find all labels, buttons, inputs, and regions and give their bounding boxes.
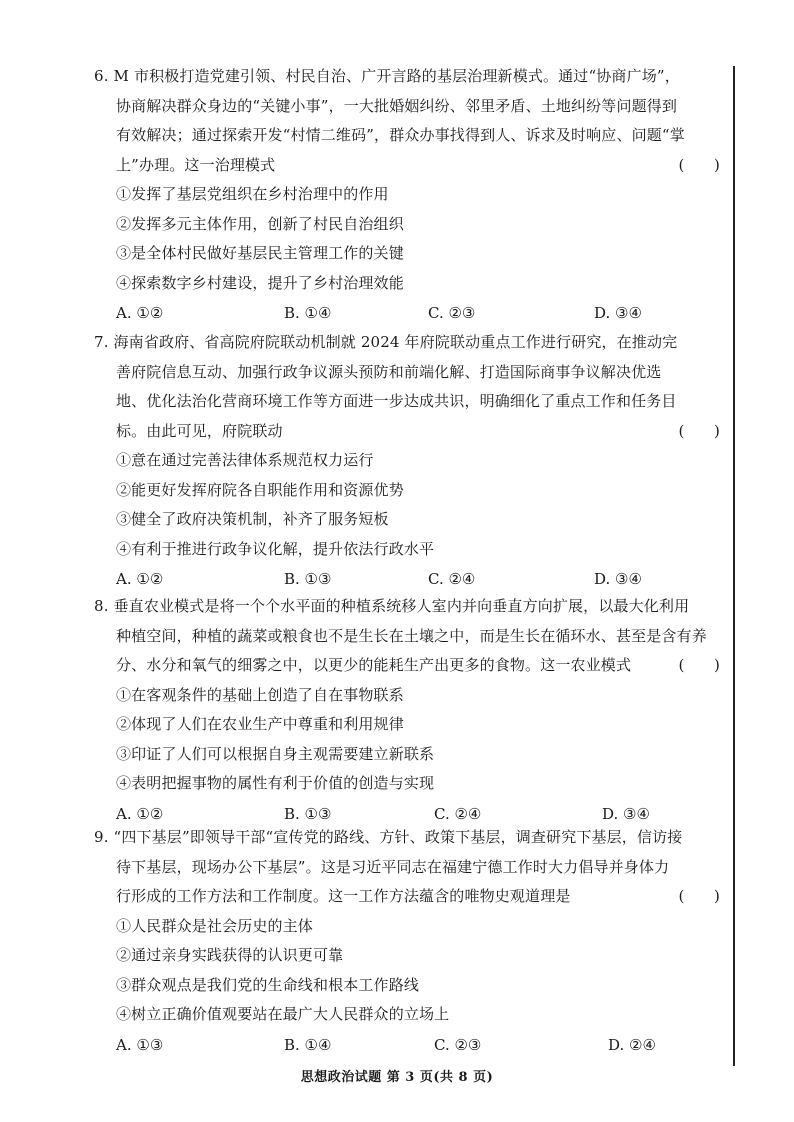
- choice-b: B. ①④: [284, 1035, 332, 1054]
- answer-bracket: ( ): [678, 421, 720, 440]
- answer-bracket: ( ): [678, 656, 720, 674]
- choice-a: A. ①②: [116, 570, 164, 588]
- question-text-line: 行形成的工作方法和工作制度。这一工作方法蕴含的唯物史观道理是: [116, 887, 571, 905]
- option-4: ④表明把握事物的属性有利于价值的创造与实现: [116, 774, 435, 792]
- choice-d: D. ③④: [594, 304, 642, 322]
- question-text-line: 上”办理。这一治理模式: [116, 155, 276, 174]
- choice-a: A. ①②: [116, 804, 164, 823]
- question-text-line: 善府院信息互动、加强行政争议源头预防和前端化解、打造国际商事争议解决优选: [116, 362, 662, 381]
- question-stem-end: [94, 651, 724, 681]
- choice-d: D. ③④: [594, 570, 642, 588]
- option-1: ①意在通过完善法律体系规范权力运行: [116, 451, 374, 469]
- option-3: ③印证了人们可以根据自身主观需要建立新联系: [116, 744, 435, 763]
- option-3: ③群众观点是我们党的生命线和根本工作路线: [116, 975, 420, 994]
- option-2: ②能更好发挥府院各自职能作用和资源优势: [116, 480, 404, 499]
- question-8: [94, 592, 724, 829]
- question-stem-end: [94, 151, 724, 181]
- option-2: ②通过亲身实践获得的认识更可靠: [116, 946, 344, 964]
- answer-choices: [94, 564, 724, 594]
- option-2: ②发挥多元主体作用，创新了村民自治组织: [116, 214, 404, 233]
- question-text-line: 标。由此可见，府院联动: [116, 421, 283, 440]
- choice-b: B. ①④: [284, 304, 332, 322]
- choice-a: A. ①③: [116, 1035, 164, 1054]
- question-text-line: 有效解决；通过探索开发“村情二维码”，群众办事找得到人、诉求及时响应、问题“掌: [116, 126, 685, 144]
- question-text-line: 6. M 市积极打造党建引领、村民自治、广开言路的基层治理新模式。通过“协商广场”，: [94, 67, 680, 85]
- question-text-line: 地、优化法治化营商环境工作等方面进一步达成共识，明确细化了重点工作和任务目: [116, 392, 677, 410]
- question-6: [94, 62, 724, 328]
- question-text-line: 待下基层，现场办公下基层”。这是习近平同志在福建宁德工作时大力倡导并身体力: [116, 857, 670, 876]
- option-3: ③是全体村民做好基层民主管理工作的关键: [116, 244, 404, 262]
- choice-d: D. ②④: [608, 1035, 656, 1054]
- option-3: ③健全了政府决策机制，补齐了服务短板: [116, 510, 389, 528]
- choice-b: B. ①③: [284, 570, 332, 588]
- answer-bracket: ( ): [678, 155, 720, 174]
- question-text-line: 协商解决群众身边的“关键小事”，一大批婚姻纠纷、邻里矛盾、土地纠纷等问题得到: [116, 96, 678, 115]
- answer-choices: [94, 1030, 724, 1060]
- option-2: ②体现了人们在农业生产中尊重和利用规律: [116, 715, 404, 733]
- question-text-line: 种植空间，种植的蔬菜或粮食也不是生长在土壤之中，而是生长在循环水、甚至是含有养: [116, 626, 707, 645]
- choice-c: C. ②③: [428, 304, 476, 322]
- option-4: ④探索数字乡村建设，提升了乡村治理效能: [116, 273, 404, 292]
- option-4: ④树立正确价值观要站在最广大人民群众的立场上: [116, 1005, 450, 1023]
- option-1: ①发挥了基层党组织在乡村治理中的作用: [116, 185, 389, 203]
- question-text-line: 9. “四下基层”即领导干部“宣传党的路线、方针、政策下基层，调查研究下基层，信访接: [94, 828, 683, 846]
- page-footer: 思想政治试题 第 3 页(共 8 页): [300, 1070, 494, 1085]
- choice-b: B. ①③: [284, 804, 332, 823]
- question-text-line: 8. 垂直农业模式是将一个个水平面的种植系统移人室内并向垂直方向扩展，以最大化利用: [94, 597, 690, 615]
- choice-d: D. ③④: [602, 804, 650, 823]
- choice-c: C. ②④: [428, 570, 476, 588]
- answer-bracket: ( ): [678, 887, 720, 905]
- page-margin-rule: [733, 66, 735, 1066]
- choice-a: A. ①②: [116, 304, 164, 322]
- answer-choices: [94, 298, 724, 328]
- question-stem-end: [94, 882, 724, 912]
- option-1: ①人民群众是社会历史的主体: [116, 916, 313, 935]
- choice-c: C. ②④: [434, 804, 482, 823]
- question-text-line: 分、水分和氧气的细雾之中，以更少的能耗生产出更多的食物。这一农业模式: [116, 656, 632, 674]
- option-4: ④有利于推进行政争议化解，提升依法行政水平: [116, 539, 435, 558]
- question-text-line: 7. 海南省政府、省高院府院联动机制就 2024 年府院联动重点工作进行研究，在推动完: [94, 333, 678, 351]
- question-stem-end: [94, 417, 724, 447]
- option-1: ①在客观条件的基础上创造了自在事物联系: [116, 685, 404, 704]
- question-9: [94, 823, 724, 1060]
- choice-c: C. ②③: [434, 1035, 482, 1054]
- question-7: [94, 328, 724, 594]
